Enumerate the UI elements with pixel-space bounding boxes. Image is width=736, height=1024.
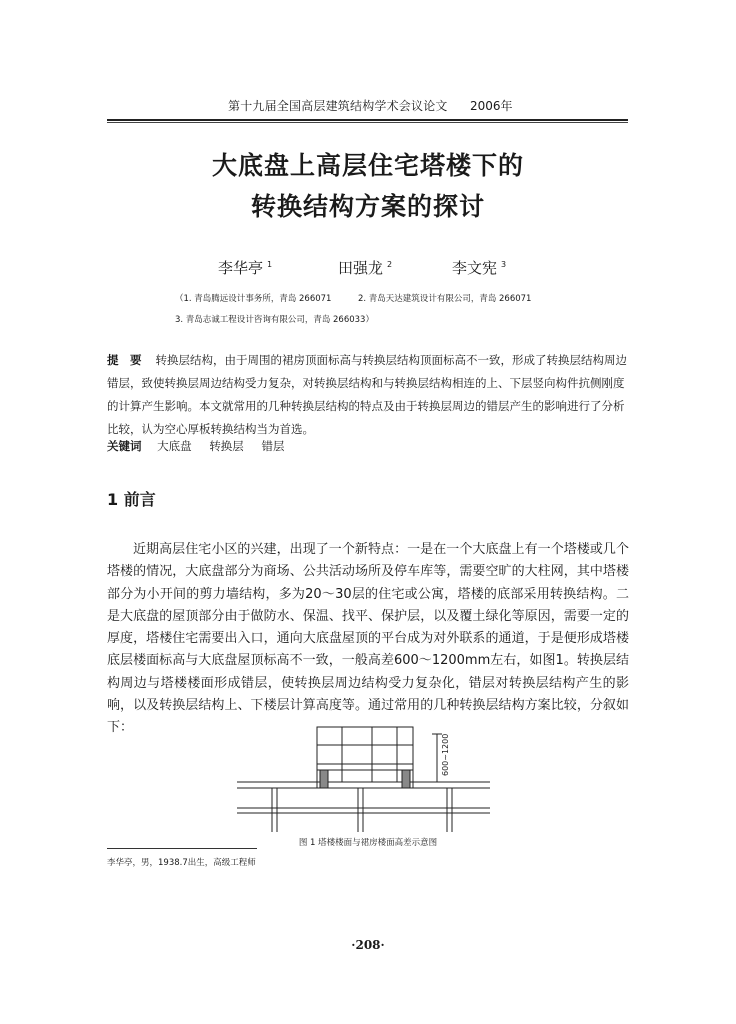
abstract-label: 提 要 bbox=[107, 353, 142, 367]
affiliation-3: 3. 青岛志诚工程设计咨询有限公司，青岛 266033） bbox=[175, 315, 374, 325]
title-line-2: 转换结构方案的探讨 bbox=[250, 192, 485, 221]
page-number: ·208· bbox=[351, 938, 385, 952]
keyword: 错层 bbox=[261, 439, 285, 453]
abstract bbox=[107, 349, 627, 441]
header-year: 2006年 bbox=[470, 99, 513, 113]
affiliation-1: （1. 青岛腾远设计事务所，青岛 266071 bbox=[175, 294, 332, 304]
footnote-rule bbox=[107, 848, 257, 849]
section-heading: 1 前言 bbox=[107, 490, 156, 509]
body-paragraph: 近期高层住宅小区的兴建，出现了一个新特点：一是在一个大底盘上有一个塔楼或几个塔楼的情况，大底盘部分为商场、公共活动场所及停车库等，需要空旷的大柱网，其中塔楼部分为小开间的剪力墙结构，多为20～30层的住宅或公寓，塔楼的底部采用转换结构。二是大底盘的屋顶部分由于做防水、保温、找平、保护层，以及覆土绿化等原因，需要一定的厚度，塔楼住宅需要出入口，通向大底盘屋顶的平台成为对外联系的通道，于是便形成塔楼底层楼面标高与大底盘屋顶标高不一致，一般高差600～1200mm左右，如图1。转换层结构周边与塔楼楼面形成错层，使转换层周边结构受力复杂化，错层对转换层结构产生的影响，以及转换层结构上、下楼层计算高度等。通过常用的几种转换层结构方案比较，分叙如下： bbox=[107, 542, 629, 736]
dimension-label: 600~1200 bbox=[441, 733, 450, 776]
author-1: 李华亭 $^1$ bbox=[218, 259, 273, 277]
figure-caption: 图 1 塔楼楼面与裙房楼面高差示意图 bbox=[298, 838, 438, 848]
keywords-label: 关键词 bbox=[107, 439, 142, 453]
conference-name: 第十九届全国高层建筑结构学术会议论文 bbox=[228, 99, 448, 113]
keywords bbox=[107, 438, 298, 454]
running-header bbox=[0, 97, 736, 117]
title-line-1: 大底盘上高层住宅塔楼下的 bbox=[211, 151, 524, 180]
header-rule-thin bbox=[107, 122, 628, 123]
keyword: 转换层 bbox=[209, 439, 244, 453]
affiliation-2: 2. 青岛天达建筑设计有限公司，青岛 266071 bbox=[358, 294, 532, 304]
author-3: 李文宪 $^3$ bbox=[452, 259, 507, 277]
figure-1 bbox=[232, 724, 492, 834]
keyword: 大底盘 bbox=[157, 439, 192, 453]
elevation-drawing bbox=[232, 724, 492, 834]
author-2: 田强龙 $^2$ bbox=[338, 259, 393, 277]
footnote: 李华亭，男，1938.7出生，高级工程师 bbox=[107, 858, 256, 868]
author-list bbox=[0, 257, 736, 279]
abstract-text: 转换层结构，由于周围的裙房顶面标高与转换层结构顶面标高不一致，形成了转换层结构周边错层，致使转换层周边结构受力复杂，对转换层结构和与转换层结构相连的上、下层竖向构件抗侧刚度的计算产生影响。本文就常用的几种转换层结构的特点及由于转换层周边的错层产生的影响进行了分析比较，认为空心厚板转换结构当为首选。 bbox=[107, 353, 627, 436]
header-rule bbox=[107, 119, 628, 121]
